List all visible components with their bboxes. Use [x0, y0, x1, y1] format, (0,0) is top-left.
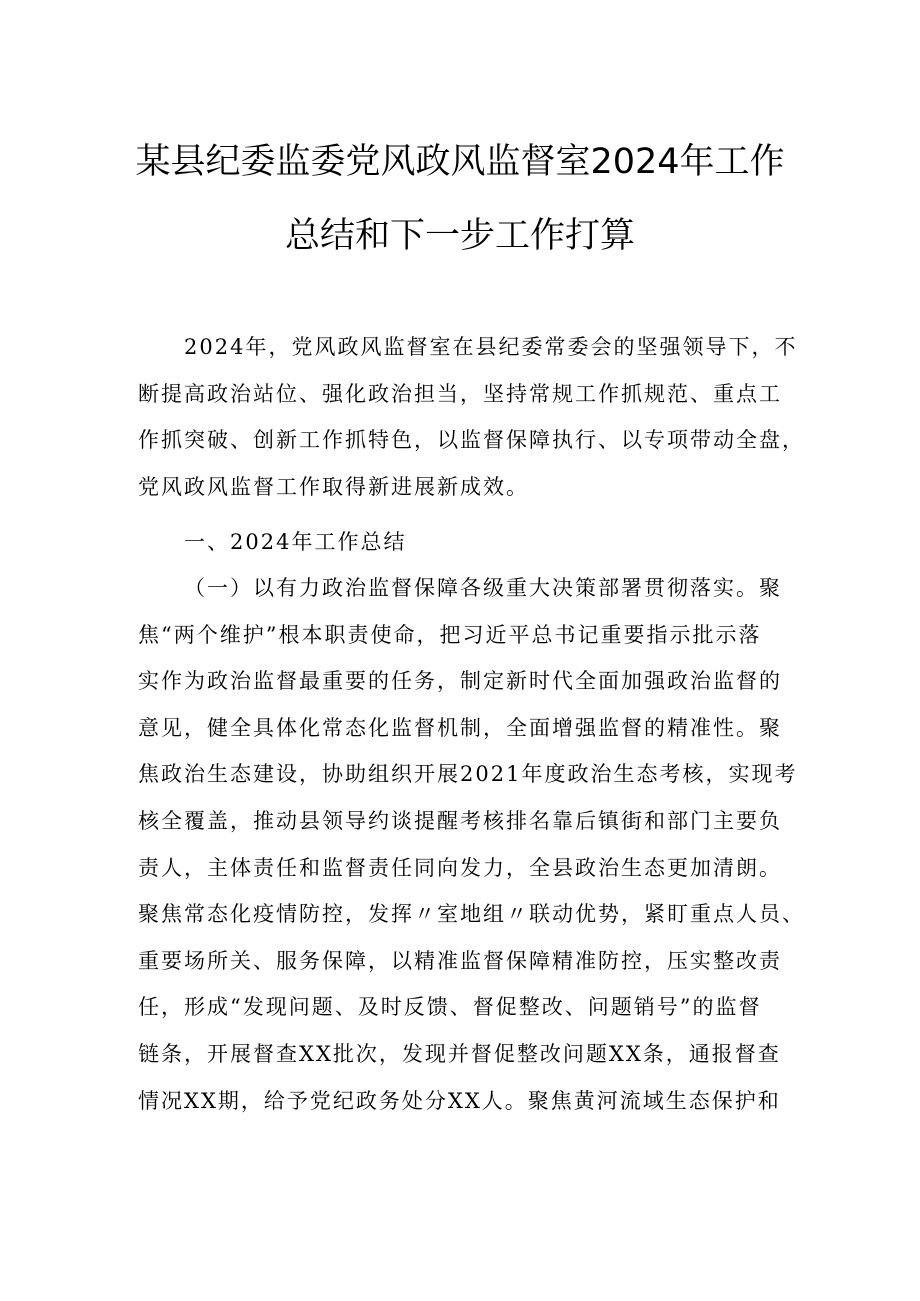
document-title-line-1: 某县纪委监委党风政风监督室2024年工作 [135, 142, 785, 182]
text-line: 断提高政治站位、强化政治担当，坚持常规工作抓规范、重点工 [138, 381, 782, 406]
text-line: 责人，主体责任和监督责任同向发力，全县政治生态更加清朗。 [138, 855, 782, 880]
text-line: 焦“两个维护”根本职责使命，把习近平总书记重要指示批示落 [138, 622, 762, 647]
text-line: 重要场所关、服务保障，以精准监督保障精准防控，压实整改责 [138, 948, 782, 973]
text-line: 2024年，党风政风监督室在县纪委常委会的坚强领导下，不 [184, 335, 798, 359]
text-line: 聚焦常态化疫情防控，发挥〃室地组〃联动优势，紧盯重点人员、 [138, 902, 805, 927]
text-line: （一）以有力政治监督保障各级重大决策部署贯彻落实。聚 [184, 576, 782, 600]
intro-paragraph [138, 324, 805, 510]
text-line: 链条，开展督查XX批次，发现并督促整改问题XX条，通报督查 [138, 1041, 781, 1066]
text-line: 作抓突破、创新工作抓特色，以监督保障执行、以专项带动全盘， [138, 428, 805, 453]
text-line: 焦政治生态建设，协助组织开展2021年度政治生态考核，实现考 [138, 762, 798, 787]
text-line: 任，形成“发现问题、及时反馈、督促整改、问题销号”的监督 [138, 995, 762, 1020]
text-line: 党风政风监督工作取得新进展新成效。 [138, 474, 529, 499]
section-heading-text: 一、2024年工作总结 [184, 530, 407, 554]
section-heading-1 [138, 519, 798, 566]
text-line: 情况XX期，给予党纪政务处分XX人。聚焦黄河流域生态保护和 [138, 1088, 781, 1113]
text-line: 意见，健全具体化常态化监督机制，全面增强监督的精准性。聚 [138, 715, 782, 740]
text-line: 实作为政治监督最重要的任务，制定新时代全面加强政治监督的 [138, 669, 782, 694]
section-1-paragraph [138, 565, 805, 1124]
document-title-line-2: 总结和下一步工作打算 [284, 216, 635, 256]
text-line: 核全覆盖，推动县领导约谈提醒考核排名靠后镇街和部门主要负 [138, 808, 782, 833]
